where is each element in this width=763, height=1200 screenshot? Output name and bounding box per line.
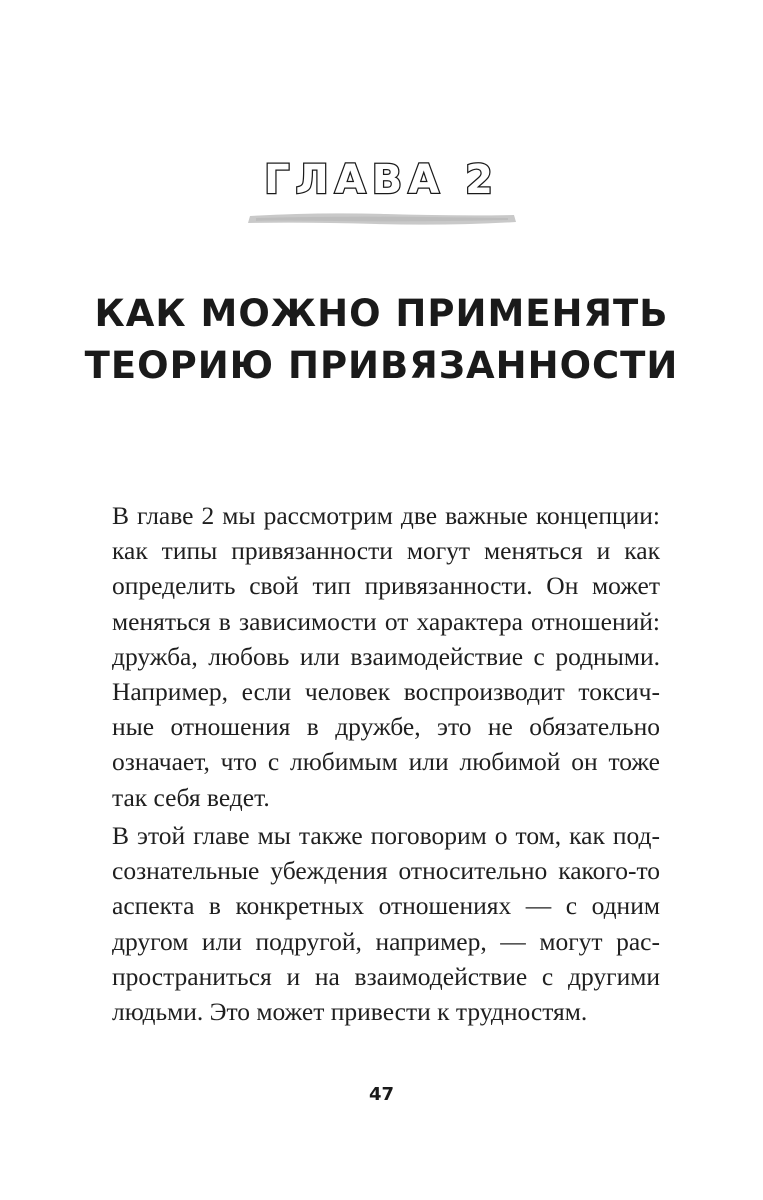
paragraph-2	[112, 818, 660, 1029]
page-number: 47	[368, 1084, 395, 1105]
text-line: сознательные убеждения относительно какого-то	[112, 856, 660, 886]
text-line: другом или подругой, например, — могут рас-	[112, 926, 660, 956]
text-line: аспекта в конкретных отношениях — с одним	[112, 891, 660, 921]
text-line: пространиться и на взаимодействие с другими	[112, 961, 660, 991]
paragraph-1	[112, 498, 660, 815]
text-line: Например, если человек воспроизводит токсич-	[112, 677, 660, 707]
text-line: меняться в зависимости от характера отношений:	[112, 606, 660, 636]
text-line: определить свой тип привязанности. Он может	[112, 571, 660, 601]
chapter-title-line: КАК МОЖНО ПРИМЕНЯТЬ	[94, 292, 669, 335]
text-line: ные отношения в дружбе, это не обязательно	[112, 712, 660, 742]
text-line: как типы привязанности могут меняться и как	[112, 536, 660, 566]
text-line: дружба, любовь или взаимодействие с родными.	[112, 641, 660, 671]
text-line: означает, что с любимым или любимой он тоже	[112, 747, 660, 777]
text-line: В главе 2 мы рассмотрим две важные концепции:	[112, 501, 660, 530]
brush-stroke-divider	[246, 211, 518, 227]
chapter-label: ГЛАВА 2	[264, 157, 499, 203]
text-line: В этой главе мы также поговорим о том, как под-	[112, 821, 660, 850]
text-line: людьми. Это может привести к трудностям.	[112, 997, 588, 1027]
text-line: так себя ведет.	[112, 782, 270, 812]
chapter-title	[0, 288, 763, 392]
chapter-title-line: ТЕОРИЮ ПРИВЯЗАННОСТИ	[84, 344, 679, 387]
